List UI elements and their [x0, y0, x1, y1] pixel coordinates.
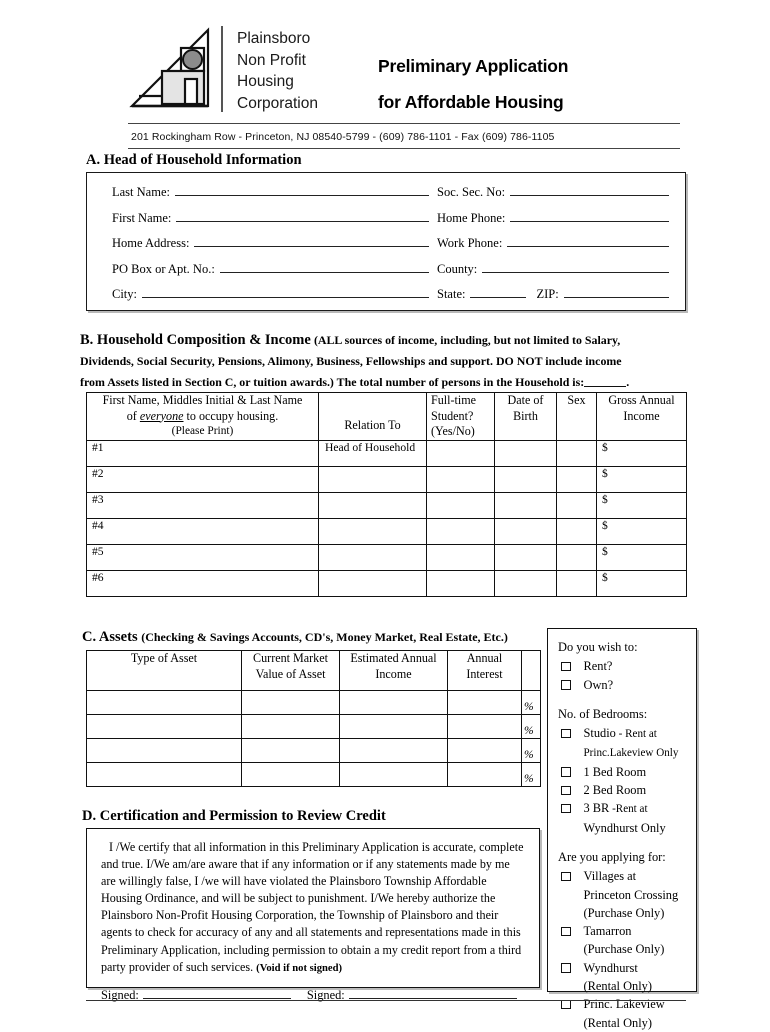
option-2-bedroom[interactable]: [558, 781, 688, 799]
option-studio-label: [584, 724, 689, 763]
org-name-line-4: Corporation: [237, 94, 318, 112]
header-rule-bottom: [128, 148, 680, 149]
work-phone-label: Work Phone:: [437, 236, 503, 250]
section-d-box: [86, 828, 540, 1002]
option-3-bedroom-label: [584, 799, 689, 837]
section-b-title: B. Household Composition & Income: [80, 332, 311, 348]
asset-market-cell[interactable]: [242, 763, 340, 787]
dob-l1: Date of: [507, 393, 544, 407]
row-student[interactable]: [427, 518, 495, 544]
signature-input-1[interactable]: [143, 988, 291, 999]
lakeview-l2: (Rental Only): [583, 1015, 652, 1030]
zip-label: ZIP:: [536, 287, 559, 301]
names-l2-pre: of: [126, 408, 140, 423]
bedrooms-group: [558, 705, 688, 837]
field-home-phone[interactable]: [437, 211, 677, 226]
footer-rule: [86, 1000, 686, 1001]
est-income-l1: Estimated Annual: [350, 651, 437, 665]
table-row: [87, 570, 687, 596]
section-a-heading: A. Head of Household Information: [86, 152, 302, 168]
org-name-line-1: Plainsboro: [237, 30, 311, 47]
first-name-input[interactable]: [176, 211, 429, 222]
household-count-input[interactable]: [584, 386, 626, 387]
organization-name: [237, 26, 318, 114]
tamarron-l2: (Purchase Only): [583, 942, 665, 957]
row-dob[interactable]: [495, 570, 557, 596]
table-row: [87, 492, 687, 518]
table-row: [87, 763, 541, 787]
applying-for-heading: Are you applying for:: [558, 849, 666, 864]
title-line-2: for Affordable Housing: [378, 92, 564, 112]
asset-interest-cell[interactable]: [448, 763, 522, 787]
assets-table-body: [87, 691, 541, 787]
option-tamarron-label: [584, 922, 689, 959]
row-relation[interactable]: [319, 518, 427, 544]
villages-l3: (Purchase Only): [583, 905, 665, 920]
field-home-address[interactable]: [87, 236, 437, 251]
house-triangle-logo-icon: [128, 26, 213, 111]
row-income[interactable]: $: [597, 466, 687, 492]
first-name-label: First Name:: [112, 210, 172, 225]
document-title: [378, 26, 568, 120]
asset-type-cell[interactable]: [87, 715, 242, 739]
asset-type-cell[interactable]: [87, 691, 242, 715]
row-sex[interactable]: [557, 492, 597, 518]
row-sex[interactable]: [557, 440, 597, 466]
city-input[interactable]: [142, 287, 429, 298]
option-tamarron[interactable]: [558, 922, 688, 959]
studio-main: Studio: [583, 726, 616, 741]
option-1-bedroom-label: 1 Bed Room: [583, 764, 647, 779]
document-header: [128, 26, 680, 138]
field-state-zip[interactable]: [437, 287, 677, 302]
row-dob[interactable]: [495, 492, 557, 518]
form-row-city: [87, 287, 677, 313]
county-input[interactable]: [482, 262, 669, 273]
col-header-annual-interest: [448, 651, 522, 691]
col-header-market-value: [242, 651, 340, 691]
signature-input-2[interactable]: [349, 988, 517, 999]
villages-l1: Villages at: [583, 869, 637, 884]
form-row-first-name: [87, 211, 677, 237]
home-address-input[interactable]: [194, 236, 429, 247]
row-income[interactable]: $: [597, 518, 687, 544]
option-villages-label: [584, 867, 689, 922]
student-l1: Full-time: [431, 393, 477, 407]
header-row: [128, 26, 680, 120]
asset-market-cell[interactable]: [242, 715, 340, 739]
asset-income-cell[interactable]: [340, 691, 448, 715]
header-rule-top: [128, 123, 680, 124]
market-l2: Value of Asset: [255, 666, 326, 681]
org-name-line-3: Housing: [237, 73, 294, 90]
col-header-names-l2: [87, 409, 318, 425]
wish-to-heading: Do you wish to:: [558, 640, 638, 654]
table-row: [87, 440, 687, 466]
last-name-label: Last Name:: [112, 185, 170, 199]
row-sex[interactable]: [557, 544, 597, 570]
row-dob[interactable]: [495, 466, 557, 492]
option-1-bedroom[interactable]: [558, 763, 688, 781]
table-header-row: [87, 393, 687, 441]
section-c-title: C. Assets: [82, 629, 138, 645]
asset-income-cell[interactable]: [340, 715, 448, 739]
row-sex[interactable]: [557, 518, 597, 544]
checkbox-icon[interactable]: [561, 680, 571, 690]
checkbox-icon[interactable]: [561, 1000, 571, 1010]
po-box-label: PO Box or Apt. No.:: [112, 261, 215, 276]
villages-l2: Princeton Crossing: [583, 887, 679, 902]
row-income[interactable]: $: [597, 544, 687, 570]
income-l2: Income: [623, 408, 660, 423]
state-label: State:: [437, 287, 466, 301]
option-wyndhurst-label: [584, 959, 689, 996]
field-city[interactable]: [87, 287, 437, 302]
checkbox-icon[interactable]: [561, 963, 571, 973]
col-header-estimated-income: [340, 651, 448, 691]
percent-symbol: %: [522, 715, 541, 739]
household-composition-table: [86, 392, 687, 597]
applying-for-group: [558, 848, 688, 1032]
head-of-household-form: [87, 173, 685, 310]
asset-interest-cell[interactable]: [448, 715, 522, 739]
work-phone-input[interactable]: [507, 236, 669, 247]
county-label: County:: [437, 261, 478, 276]
col-header-asset-type: Type of Asset: [87, 651, 242, 691]
row-student[interactable]: [427, 544, 495, 570]
col-header-student: [427, 393, 495, 441]
asset-type-cell[interactable]: [87, 739, 242, 763]
col-header-income: [597, 393, 687, 441]
col-header-please-print: (Please Print): [171, 425, 234, 437]
form-row-po-box: [87, 262, 677, 288]
table-row: [87, 715, 541, 739]
signed-label-2: Signed:: [306, 987, 345, 1002]
row-number[interactable]: #5: [87, 544, 319, 570]
field-po-box[interactable]: [87, 262, 437, 277]
spacer: [558, 696, 688, 705]
assets-table: [86, 650, 541, 787]
option-own-label: Own?: [583, 677, 614, 692]
home-phone-input[interactable]: [510, 211, 669, 222]
student-l3: (Yes/No): [431, 424, 475, 438]
option-rent-label: Rent?: [583, 659, 613, 674]
option-wyndhurst[interactable]: [558, 959, 688, 996]
void-if-not-signed-note: (Void if not signed): [256, 962, 343, 974]
section-b-desc-3: from Assets listed in Section C, or tuition awards.) The total number of persons in the Household is:: [80, 374, 585, 389]
certification-text: [101, 839, 527, 977]
percent-symbol: %: [522, 763, 541, 787]
option-3-bedroom[interactable]: [558, 799, 688, 837]
wish-to-group: [558, 638, 688, 694]
row-dob[interactable]: [495, 440, 557, 466]
last-name-input[interactable]: [175, 185, 429, 196]
lakeview-l1: Princ. Lakeview: [583, 997, 665, 1012]
row-number[interactable]: #2: [87, 466, 319, 492]
row-dob[interactable]: [495, 544, 557, 570]
wyndhurst-l2: (Rental Only): [583, 979, 652, 994]
section-b-desc-2: Dividends, Social Security, Pensions, Alimony, Business, Fellowships and support. DO NOT include income: [80, 353, 622, 368]
home-address-label: Home Address:: [112, 236, 190, 250]
section-b-desc-period: .: [626, 374, 630, 389]
row-number[interactable]: #4: [87, 518, 319, 544]
br3-note: -Rent at: [609, 803, 648, 816]
checkbox-icon[interactable]: [561, 872, 571, 882]
table-row: [87, 518, 687, 544]
field-work-phone[interactable]: [437, 236, 677, 251]
option-studio[interactable]: [558, 724, 688, 763]
asset-interest-cell[interactable]: [448, 739, 522, 763]
names-emphasis: everyone: [139, 408, 184, 423]
section-c-heading: [82, 629, 508, 646]
checkbox-icon[interactable]: [561, 927, 571, 937]
row-number[interactable]: #1: [87, 440, 319, 466]
student-l2: Student?: [431, 408, 474, 423]
bedrooms-heading: No. of Bedrooms:: [558, 706, 648, 721]
org-name-line-2: Non Profit: [237, 51, 306, 69]
city-label: City:: [112, 287, 138, 301]
signed-label-1: Signed:: [101, 987, 139, 1002]
section-c-desc: (Checking & Savings Accounts, CD's, Money Market, Real Estate, Etc.): [141, 630, 508, 644]
row-income[interactable]: $: [597, 440, 687, 466]
row-relation[interactable]: [319, 466, 427, 492]
state-input[interactable]: [470, 287, 526, 298]
interest-l2: Interest: [466, 666, 503, 681]
asset-income-cell[interactable]: [340, 763, 448, 787]
row-income[interactable]: $: [597, 570, 687, 596]
section-a-box: [86, 172, 686, 311]
po-box-input[interactable]: [220, 262, 429, 273]
col-header-dob: [495, 393, 557, 441]
checkbox-icon[interactable]: [561, 804, 571, 814]
checkbox-icon[interactable]: [561, 786, 571, 796]
studio-note2: Princ.Lakeview Only: [583, 747, 679, 760]
certification-body: I /We certify that all information in this Preliminary Application is accurate, complete and true. I/We am/are aware that if any information or if any statements made by me are willingly false, I /we will have violated the Plainsboro Township Affordable Housing Ordinance, and will be subject to punishment. I/We hereby authorize the Plainsboro Non-Profit Housing Corporation, the Township of Plainsboro and their agents to check for accuracy of any and all statements and representations made in this Preliminary Application, including permission to obtain a my credit report from a third party provider of such services.: [101, 840, 524, 974]
asset-income-cell[interactable]: [340, 739, 448, 763]
dob-l2: Birth: [513, 408, 538, 423]
field-county[interactable]: [437, 262, 677, 277]
percent-symbol: %: [522, 739, 541, 763]
spacer: [558, 839, 688, 848]
section-d-heading: D. Certification and Permission to Review Credit: [82, 808, 386, 824]
asset-market-cell[interactable]: [242, 739, 340, 763]
zip-input[interactable]: [564, 287, 669, 298]
asset-interest-cell[interactable]: [448, 691, 522, 715]
asset-type-cell[interactable]: [87, 763, 242, 787]
row-student[interactable]: [427, 466, 495, 492]
section-b-heading: [80, 330, 686, 392]
market-l1: Current Market: [253, 651, 328, 665]
checkbox-icon[interactable]: [561, 767, 571, 777]
interest-l1: Annual: [466, 651, 503, 665]
soc-sec-no-label: Soc. Sec. No:: [437, 185, 506, 199]
row-sex[interactable]: [557, 466, 597, 492]
table-row: [87, 466, 687, 492]
col-header-names: [87, 393, 319, 441]
home-phone-label: Home Phone:: [437, 210, 506, 225]
row-relation[interactable]: [319, 492, 427, 518]
br3-main: 3 BR: [583, 801, 610, 816]
col-header-percent-symbol: [522, 651, 541, 691]
col-header-relation: Relation To: [319, 393, 427, 441]
field-last-name[interactable]: [87, 185, 437, 200]
row-relation[interactable]: [319, 544, 427, 570]
table-row: [87, 691, 541, 715]
field-soc-sec-no[interactable]: [437, 185, 677, 200]
table-row: [87, 544, 687, 570]
option-rent[interactable]: [558, 657, 688, 675]
row-student[interactable]: [427, 570, 495, 596]
household-table-body: [87, 440, 687, 596]
checkbox-icon[interactable]: [561, 662, 571, 672]
form-row-home-address: [87, 236, 677, 262]
assets-header-row: [87, 651, 541, 691]
option-own[interactable]: [558, 676, 688, 694]
names-l2-post: to occupy housing.: [183, 408, 279, 423]
studio-note: - Rent at: [615, 728, 657, 741]
title-line-1: Preliminary Application: [378, 56, 569, 76]
option-2-bedroom-label: 2 Bed Room: [583, 783, 647, 798]
field-first-name[interactable]: [87, 211, 437, 226]
option-villages-princeton-crossing[interactable]: [558, 867, 688, 922]
percent-symbol: %: [522, 691, 541, 715]
col-header-names-l1: First Name, Middles Initial & Last Name: [102, 393, 303, 407]
soc-sec-no-input[interactable]: [510, 185, 669, 196]
wyndhurst-l1: Wyndhurst: [583, 960, 638, 975]
row-sex[interactable]: [557, 570, 597, 596]
logo-divider: [221, 26, 223, 112]
income-l1: Gross Annual: [608, 393, 675, 407]
row-student[interactable]: [427, 440, 495, 466]
housing-preferences-box: [547, 628, 697, 1030]
section-b-desc-1: (ALL sources of income, including, but not limited to Salary,: [313, 333, 621, 347]
form-row-last-name: [87, 185, 677, 211]
est-income-l2: Income: [375, 666, 412, 681]
table-row: [87, 739, 541, 763]
row-number[interactable]: #6: [87, 570, 319, 596]
asset-market-cell[interactable]: [242, 691, 340, 715]
tamarron-l1: Tamarron: [583, 924, 632, 939]
row-income[interactable]: $: [597, 492, 687, 518]
organization-address: 201 Rockingham Row - Princeton, NJ 08540-5799 - (609) 786-1101 - Fax (609) 786-1105: [131, 131, 555, 143]
row-dob[interactable]: [495, 518, 557, 544]
row-relation[interactable]: Head of Household: [319, 440, 427, 466]
row-relation[interactable]: [319, 570, 427, 596]
col-header-sex: Sex: [557, 393, 597, 441]
row-student[interactable]: [427, 492, 495, 518]
br3-note2: Wyndhurst Only: [583, 820, 666, 835]
checkbox-icon[interactable]: [561, 729, 571, 739]
row-number[interactable]: #3: [87, 492, 319, 518]
